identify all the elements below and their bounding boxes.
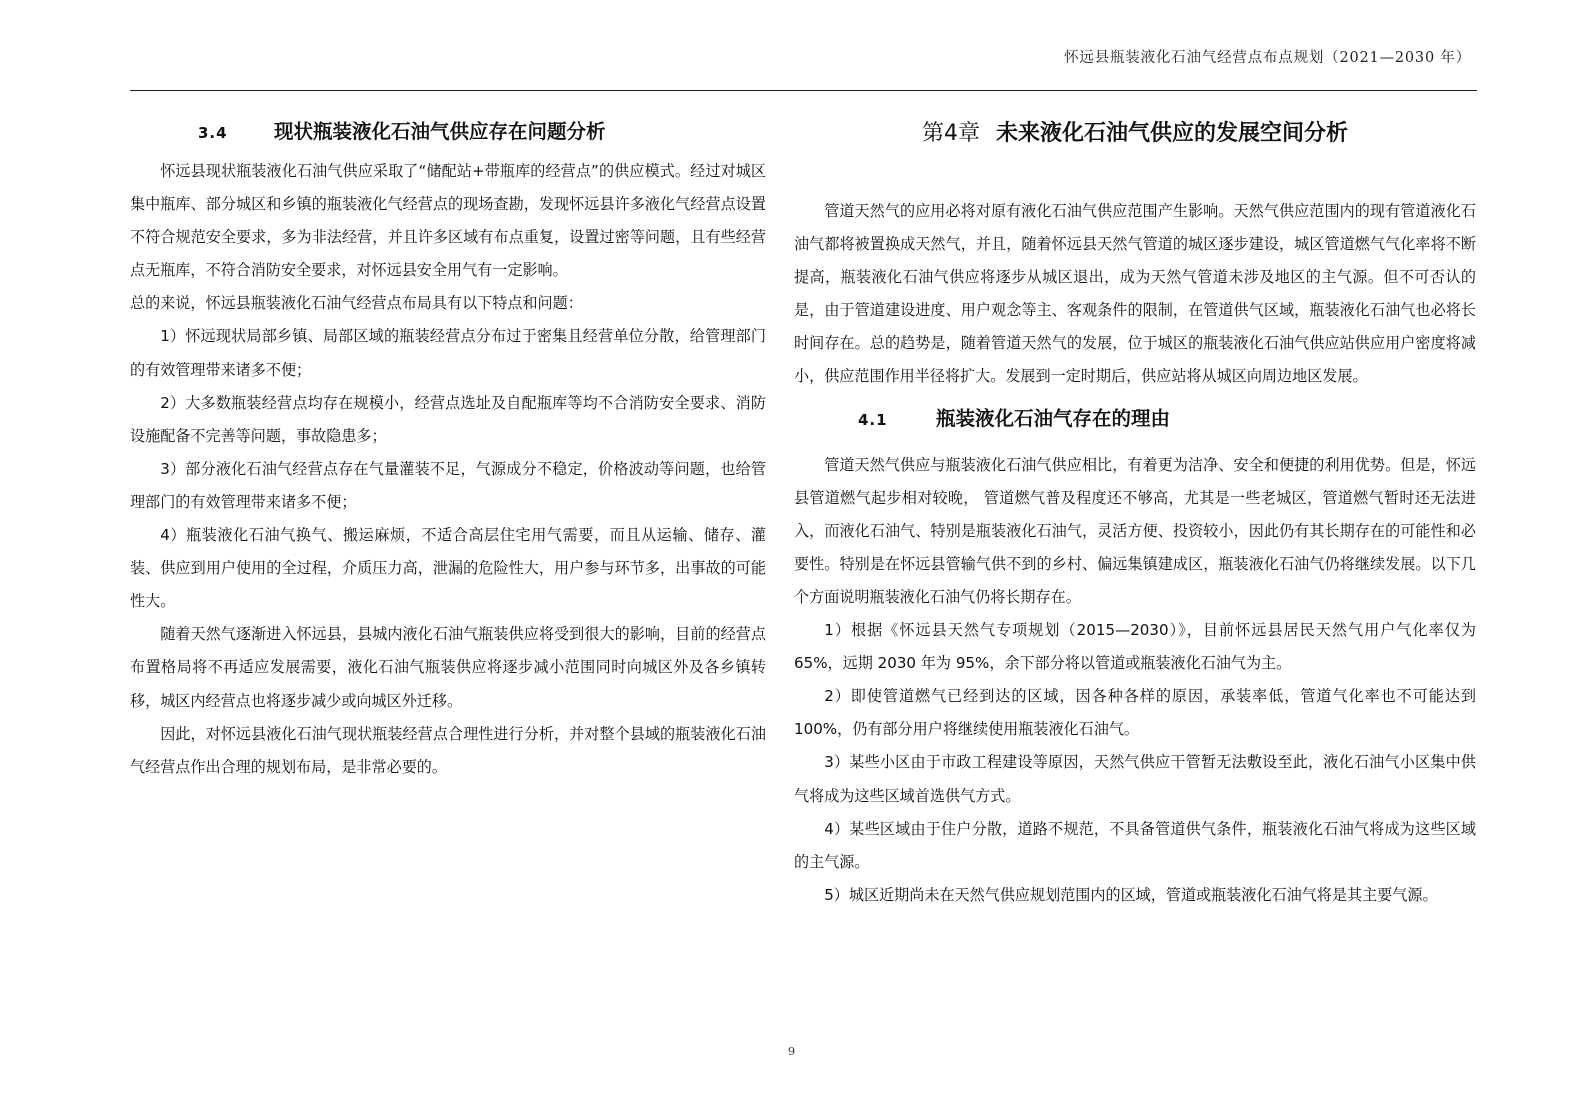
- list-item: 2）大多数瓶装经营点均存在规模小，经营点选址及自配瓶库等均不合消防安全要求、消防设施配备不完善等问题，事故隐患多；: [130, 393, 766, 445]
- section-heading-3-4: [130, 112, 766, 152]
- paragraph: 怀远县现状瓶装液化石油气供应采取了“储配站+带瓶库的经营点”的供应模式。经过对城区集中瓶库、部分城区和乡镇的瓶装液化气经营点的现场查勘，发现怀远县许多液化气经营点设置不符合规范安全要求，多为非法经营，并且许多区域有布点重复，设置过密等问题，且有些经营点无瓶库，不符合消防安全要求，对怀远县安全用气有一定影响。: [130, 162, 766, 280]
- section-title: 现状瓶装液化石油气供应存在问题分析: [274, 120, 606, 143]
- list-item: 3）部分液化石油气经营点存在气量灌装不足，气源成分不稳定，价格波动等问题，也给管理部门的有效管理带来诸多不便；: [130, 459, 766, 511]
- section-title: 瓶装液化石油气存在的理由: [936, 406, 1171, 430]
- left-column: [130, 112, 766, 784]
- paragraph: 因此，对怀远县液化石油气现状瓶装经营点合理性进行分析，并对整个县域的瓶装液化石油气经营点作出合理的规划布局，是非常必要的。: [130, 724, 766, 776]
- paragraph: 管道天然气供应与瓶装液化石油气供应相比，有着更为洁净、安全和便捷的利用优势。但是，怀远县管道燃气起步相对较晚， 管道燃气普及程度还不够高，尤其是一些老城区，管道燃气暂时还无法进入，而液化石油气、特别是瓶装液化石油气，灵活方便、投资较小，因此仍有其长期存在的可能性和必要性。特别是在怀远县管输气供不到的乡村、偏远集镇建成区，瓶装液化石油气仍将继续发展。以下几个方面说明瓶装液化石油气仍将长期存在。: [794, 455, 1476, 606]
- page-header-title: 怀远县瓶装液化石油气经营点布点规划（2021—2030 年）: [1064, 50, 1471, 66]
- paragraph: 总的来说，怀远县瓶装液化石油气经营点布局具有以下特点和问题：: [130, 294, 583, 313]
- list-item: 3）某些小区由于市政工程建设等原因，天然气供应干管暂无法敷设至此，液化石油气小区集中供气将成为这些区域首选供气方式。: [794, 753, 1476, 805]
- list-item: 1）怀远现状局部乡镇、局部区域的瓶装经营点分布过于密集且经营单位分散，给管理部门的有效管理带来诸多不便；: [130, 327, 766, 379]
- list-item: 4）瓶装液化石油气换气、搬运麻烦，不适合高层住宅用气需要，而且从运输、储存、灌装、供应到用户使用的全过程，介质压力高，泄漏的危险性大，用户参与环节多，出事故的可能性大。: [130, 526, 766, 611]
- list-item: 5）城区近期尚未在天然气供应规划范围内的区域，管道或瓶装液化石油气将是其主要气源。: [824, 885, 1438, 904]
- chapter-heading: [794, 112, 1476, 156]
- paragraph: 随着天然气逐渐进入怀远县，县城内液化石油气瓶装供应将受到很大的影响，目前的经营点布置格局将不再适应发展需要，液化石油气瓶装供应将逐步减小范围同时向城区外及各乡镇转移，城区内经营点也将逐步减少或向城区外迁移。: [130, 625, 766, 710]
- chapter-intro-paragraph: 管道天然气的应用必将对原有液化石油气供应范围产生影响。天然气供应范围内的现有管道液化石油气都将被置换成天然气，并且，随着怀远县天然气管道的城区逐步建设，城区管道燃气气化率将不断提高，瓶装液化石油气供应将逐步从城区退出，成为天然气管道未涉及地区的主气源。但不可否认的是，由于管道建设进度、用户观念等主、客观条件的限制，在管道供气区域，瓶装液化石油气也必将长时间存在。总的趋势是，随着管道天然气的发展，位于城区的瓶装液化石油气供应站供应用户密度将减小，供应范围作用半径将扩大。发展到一定时期后，供应站将从城区向周边地区发展。: [794, 202, 1476, 386]
- section-number: 3.4: [198, 124, 228, 142]
- right-column: [794, 112, 1476, 912]
- header-rule: [130, 90, 1477, 91]
- section-number: 4.1: [858, 410, 888, 429]
- list-item: 4）某些区域由于住户分散，道路不规范，不具备管道供气条件，瓶装液化石油气将成为这些区域的主气源。: [794, 819, 1476, 871]
- list-item: 2）即使管道燃气已经到达的区域，因各种各样的原因，承装率低，管道气化率也不可能达到100%，仍有部分用户将继续使用瓶装液化石油气。: [794, 687, 1476, 739]
- chapter-number: 第4章: [921, 121, 980, 146]
- section-heading-4-1: [794, 399, 1476, 439]
- list-item: 1）根据《怀远县天然气专项规划（2015—2030）》，目前怀远县居民天然气用户气化率仅为65%，远期 2030 年为 95%，余下部分将以管道或瓶装液化石油气为主。: [794, 621, 1476, 673]
- chapter-title: 未来液化石油气供应的发展空间分析: [995, 121, 1348, 146]
- page-number: 9: [787, 1044, 796, 1058]
